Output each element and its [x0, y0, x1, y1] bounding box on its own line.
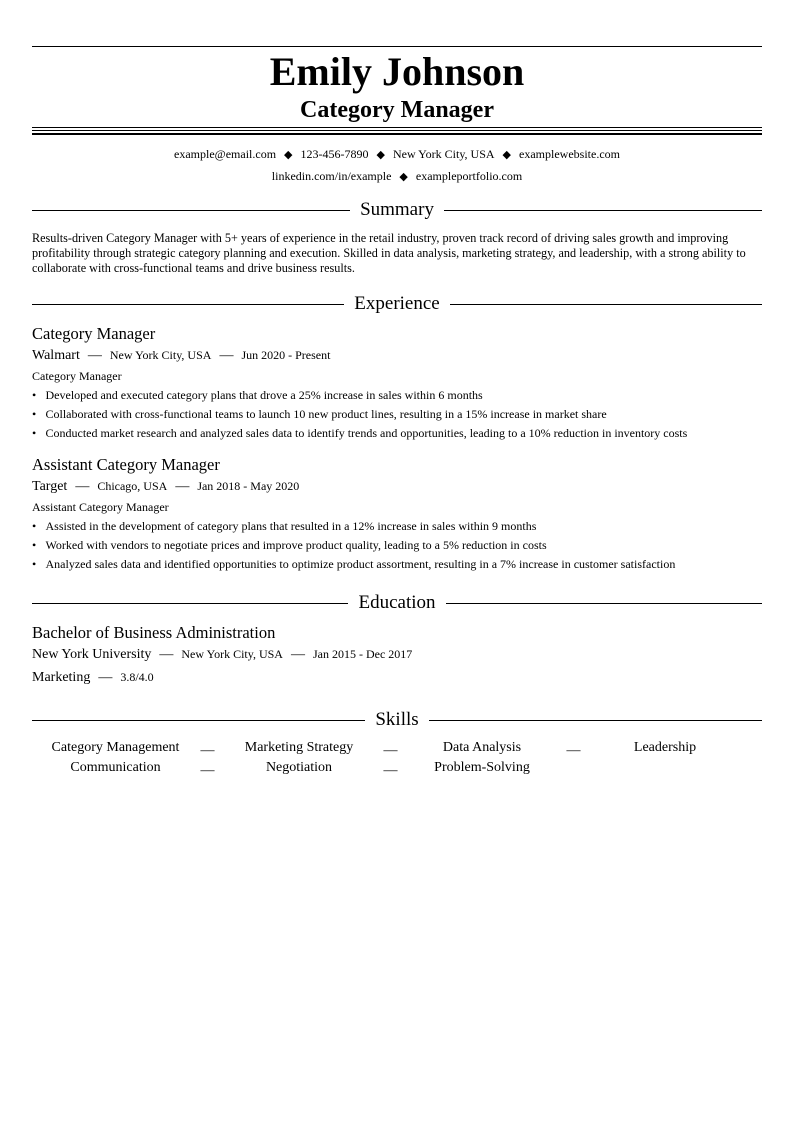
- top-rule: [32, 46, 762, 47]
- education-heading: Education: [32, 592, 762, 614]
- education-dates: Jan 2015 - Dec 2017: [312, 647, 413, 661]
- job-bullets: [32, 517, 762, 574]
- diamond-icon: ◆: [284, 149, 293, 161]
- education-meta: New York University — New York City, USA — Jan 2015 - Dec 2017: [32, 647, 413, 662]
- linkedin-link[interactable]: linkedin.com/in/example: [271, 169, 392, 183]
- field-of-study: Marketing: [32, 670, 91, 685]
- gpa: 3.8/4.0: [120, 670, 154, 684]
- job-title: Assistant Category Manager: [32, 455, 220, 474]
- phone-number: 123-456-7890: [300, 147, 369, 161]
- summary-text: Results-driven Category Manager with 5+ years of experience in the retail industry, proven track record of driving sales growth and improving profitability through strategic category planning and execution. Skilled in data analysis, marketing strategy, and leadership, with a strong ability to collaborate with cross-functional teams and drive business results.: [32, 231, 746, 275]
- education-field: Marketing — 3.8/4.0: [32, 670, 154, 685]
- skill-item: Marketing Strategy: [244, 740, 354, 755]
- summary-heading: Summary: [32, 199, 762, 221]
- contact-line-1: [32, 144, 762, 166]
- list-item: • Collaborated with cross-functional teams to launch 10 new product lines, resulting in a 15% increase in market share: [32, 405, 762, 424]
- job-entry: [32, 455, 762, 574]
- experience-heading: Experience: [32, 293, 762, 315]
- school-location: New York City, USA: [181, 647, 283, 661]
- school-name: New York University: [32, 647, 152, 662]
- job-dates: Jun 2020 - Present: [241, 348, 331, 362]
- bullet-icon: •: [32, 388, 37, 402]
- skill-item: Problem-Solving: [434, 760, 530, 775]
- skill-item: Negotiation: [265, 760, 333, 775]
- list-item: • Developed and executed category plans that drove a 25% increase in sales within 6 months: [32, 386, 762, 405]
- bullet-icon: •: [32, 519, 37, 533]
- skill-item: Leadership: [633, 740, 697, 755]
- education-entry: [32, 623, 762, 689]
- website-link[interactable]: examplewebsite.com: [519, 147, 620, 161]
- job-role: Assistant Category Manager: [32, 500, 169, 514]
- diamond-icon: ◆: [376, 149, 385, 161]
- list-item: • Analyzed sales data and identified opportunities to optimize product assortment, resulting in a 7% increase in customer satisfaction: [32, 555, 762, 574]
- diamond-icon: ◆: [502, 149, 512, 161]
- candidate-title: Category Manager: [300, 97, 494, 123]
- skills-grid: Category Management — Marketing Strategy — Data Analysis — Leadership Communication — Negotiation — Problem-Solving: [32, 738, 762, 778]
- skill-item: Communication: [70, 760, 161, 775]
- company-name: Target: [32, 479, 68, 494]
- portfolio-link[interactable]: exampleportfolio.com: [415, 169, 523, 183]
- bullet-icon: •: [32, 407, 37, 421]
- job-entry: [32, 324, 762, 443]
- job-bullets: [32, 386, 762, 443]
- diamond-icon: ◆: [399, 171, 408, 183]
- skills-heading: Skills: [32, 709, 762, 731]
- job-meta: Target — Chicago, USA — Jan 2018 - May 2020: [32, 479, 300, 494]
- degree-title: Bachelor of Business Administration: [32, 623, 276, 642]
- contact-line-2: [32, 166, 762, 188]
- resume-page: [32, 46, 762, 778]
- job-location: Chicago, USA: [97, 479, 168, 493]
- skill-item: Data Analysis: [442, 740, 522, 755]
- list-item: • Worked with vendors to negotiate prices and improve product quality, leading to a 5% reduction in costs: [32, 536, 762, 555]
- bullet-icon: •: [32, 426, 37, 440]
- header-rule: [32, 127, 762, 135]
- list-item: • Assisted in the development of category plans that resulted in a 12% increase in sales within 9 months: [32, 517, 762, 536]
- skill-item: Category Management: [51, 740, 180, 755]
- list-item: • Conducted market research and analyzed sales data to identify trends and opportunities, leading to a 10% reduction in inventory costs: [32, 424, 762, 443]
- job-location: New York City, USA: [109, 348, 212, 362]
- job-meta: Walmart — New York City, USA — Jun 2020 - Present: [32, 348, 331, 363]
- candidate-name: Emily Johnson: [269, 49, 525, 94]
- email-link[interactable]: example@email.com: [174, 147, 277, 161]
- job-role: Category Manager: [32, 369, 122, 383]
- job-title: Category Manager: [32, 324, 156, 343]
- bullet-icon: •: [32, 538, 37, 552]
- job-dates: Jan 2018 - May 2020: [197, 479, 300, 493]
- company-name: Walmart: [32, 348, 80, 363]
- bullet-icon: •: [32, 557, 37, 571]
- location: New York City, USA: [392, 147, 495, 161]
